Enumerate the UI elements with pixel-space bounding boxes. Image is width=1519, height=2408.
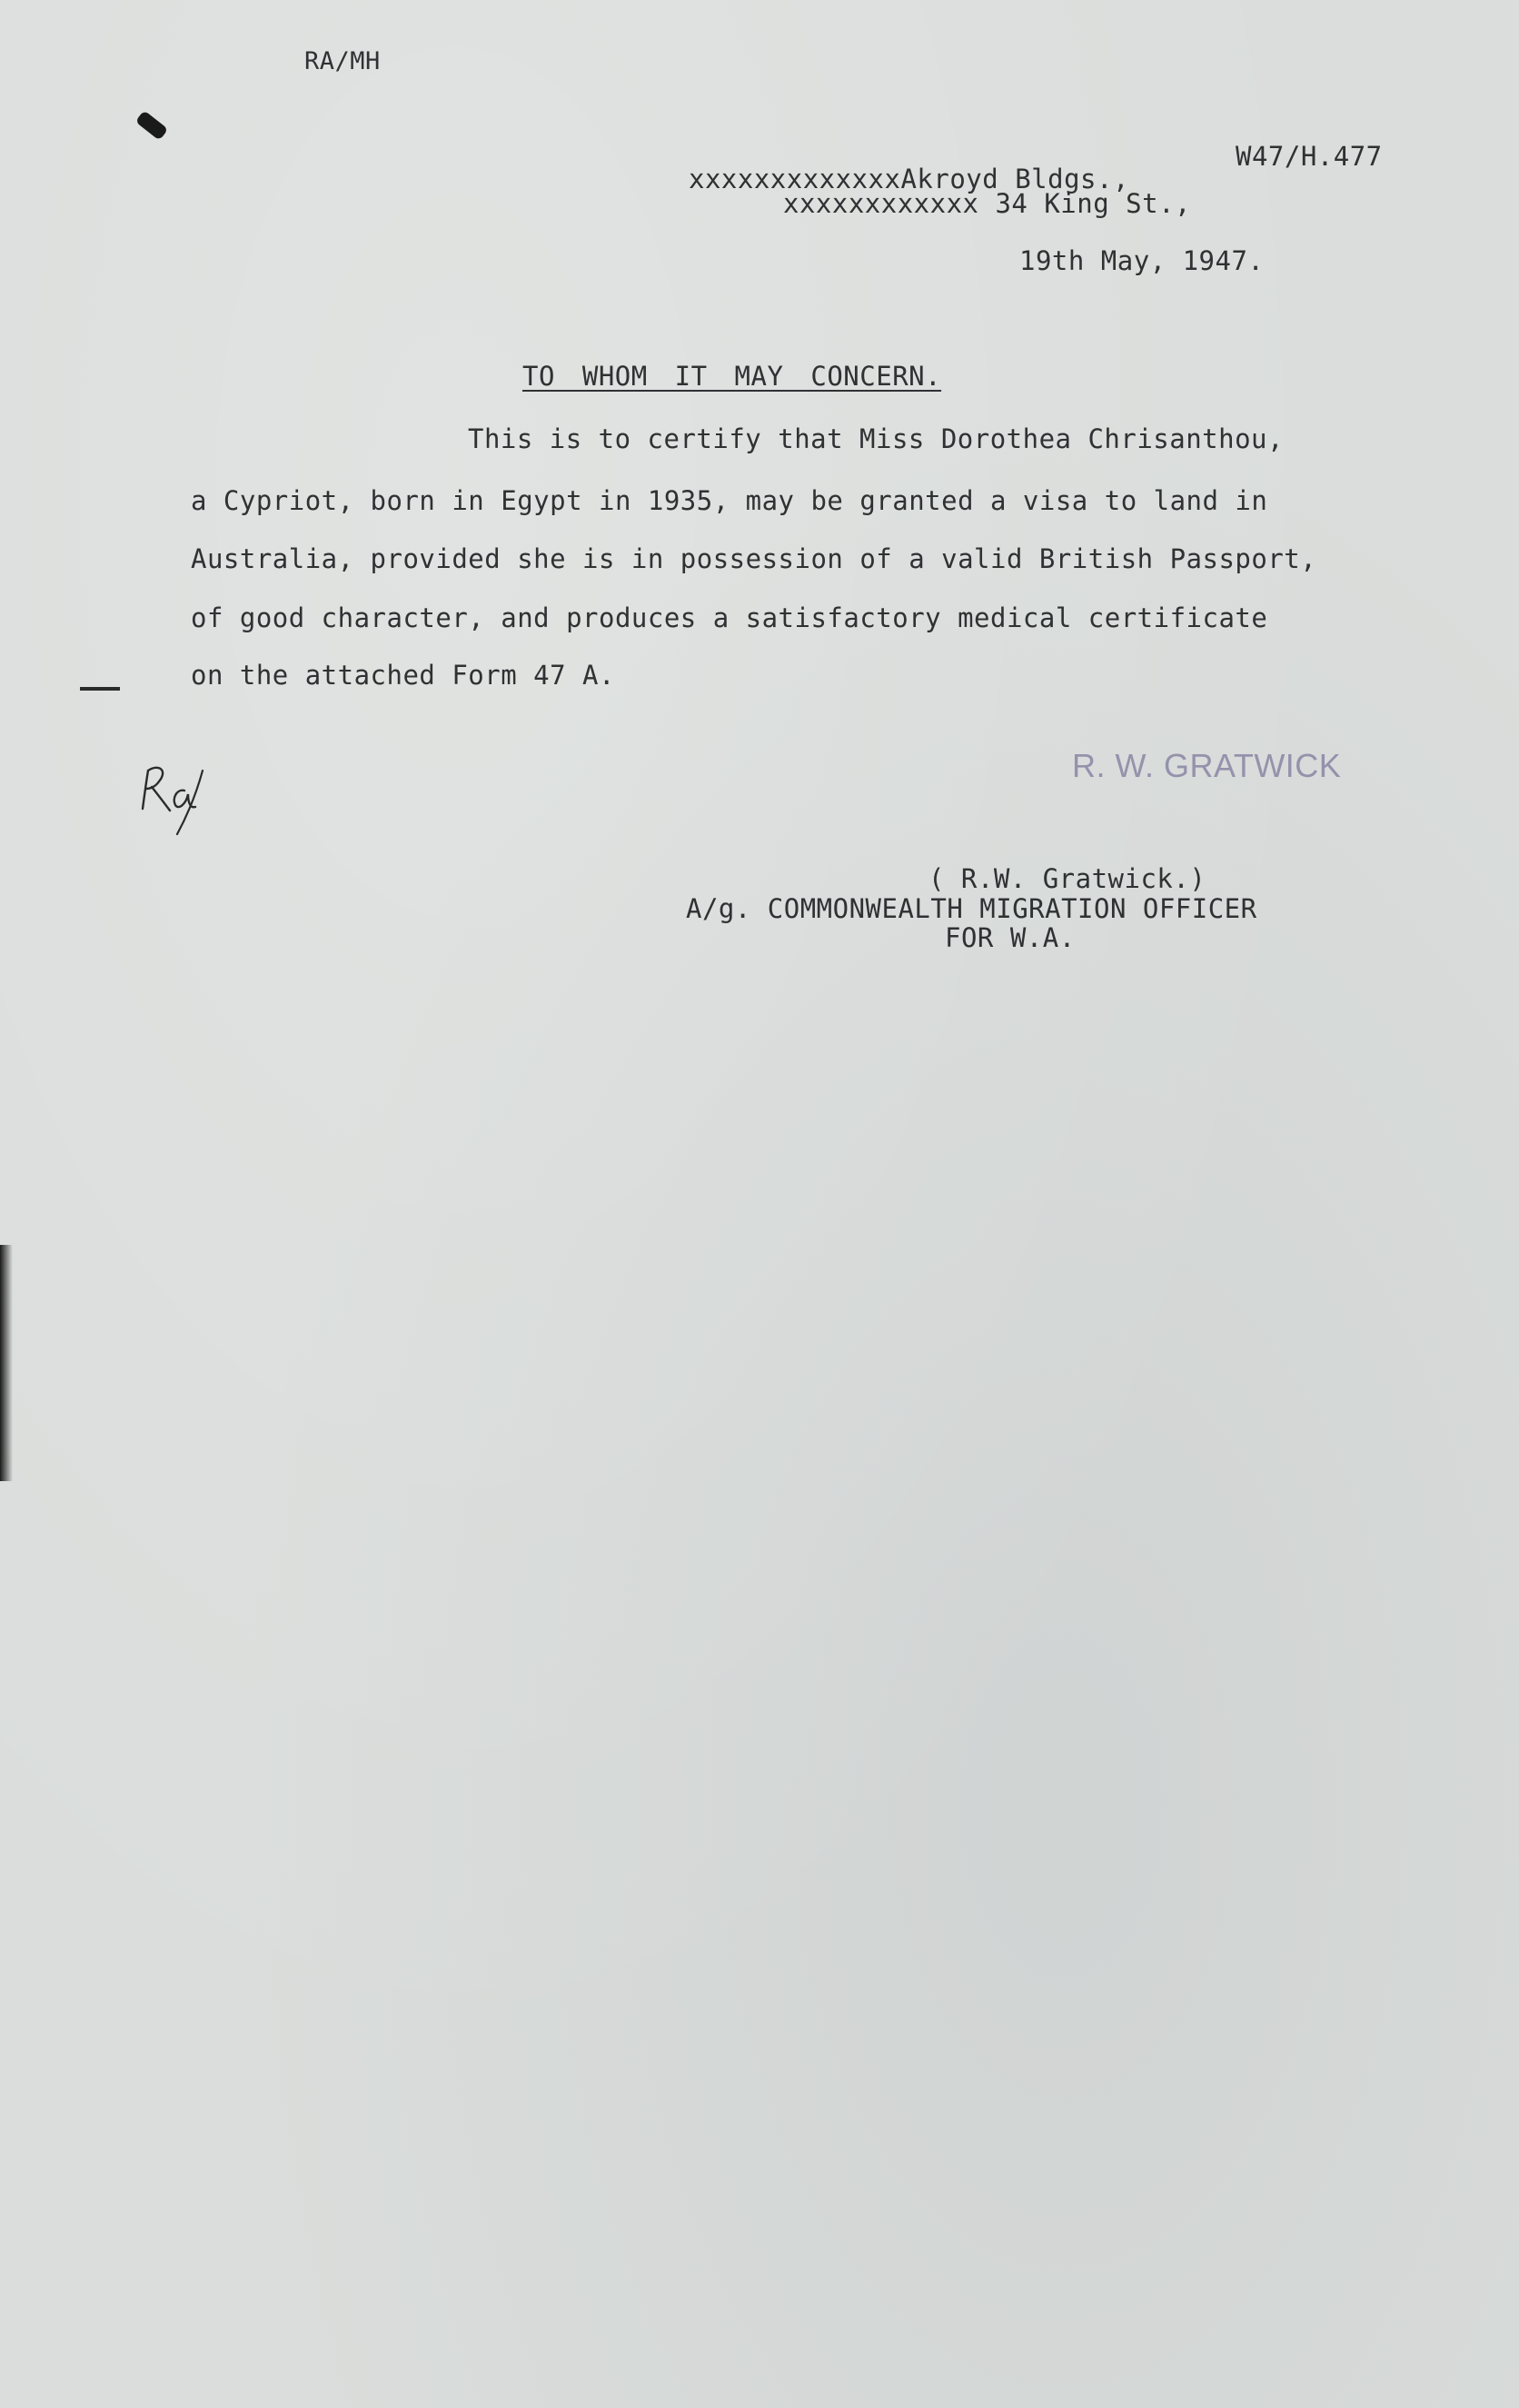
letter-heading: TO WHOM IT MAY CONCERN. [522, 361, 942, 392]
name-stamp: R. W. GRATWICK [1072, 747, 1342, 784]
margin-dash-mark [80, 687, 120, 691]
body-line-4: of good character, and produces a satisfactory medical certificate [191, 602, 1268, 633]
body-line-2: a Cypriot, born in Egypt in 1935, may be granted a visa to land in [191, 485, 1268, 516]
address-line-2: xxxxxxxxxxxx 34 King St., [783, 188, 1191, 219]
signature-region: FOR W.A. [945, 922, 1076, 953]
body-line-3: Australia, provided she is in possession of a valid British Passport, [191, 543, 1317, 574]
scan-edge-shadow [0, 1245, 13, 1481]
handwritten-initials [132, 754, 213, 841]
pen-mark [135, 110, 169, 141]
letter-date: 19th May, 1947. [1019, 245, 1265, 276]
reference-initials: RA/MH [304, 47, 381, 75]
signature-name: ( R.W. Gratwick.) [928, 863, 1206, 894]
body-line-5: on the attached Form 47 A. [191, 660, 615, 691]
address-line-1: xxxxxxxxxxxxxAkroyd Bldgs., [689, 164, 1129, 194]
body-line-1: This is to certify that Miss Dorothea Chrisanthou, [468, 423, 1284, 454]
file-reference: W47/H.477 [1236, 141, 1383, 172]
signature-title: A/g. COMMONWEALTH MIGRATION OFFICER [686, 893, 1257, 924]
